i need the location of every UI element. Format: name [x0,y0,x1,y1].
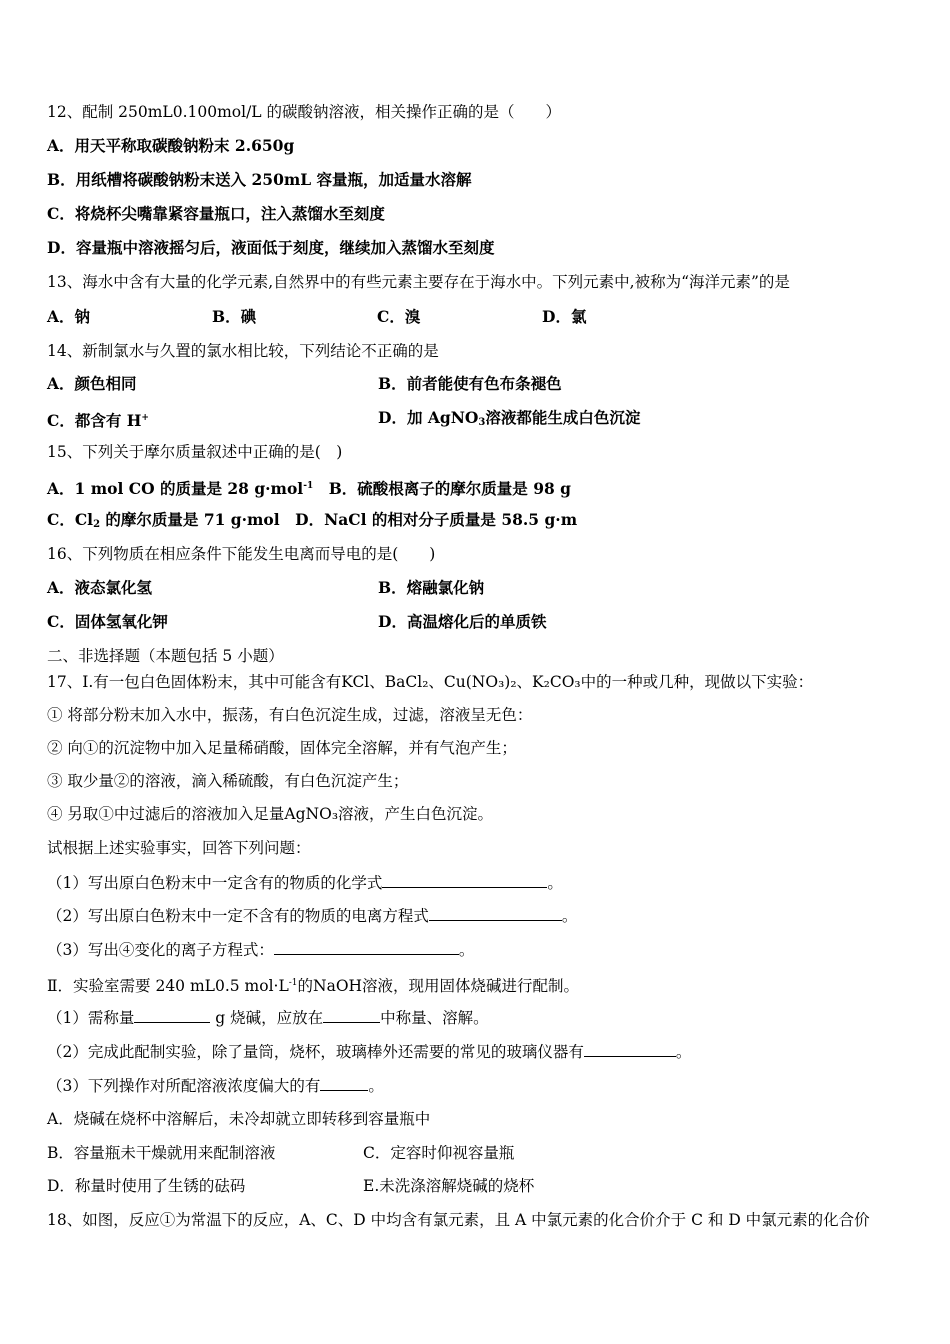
q17-prompt: 试根据上述实验事实，回答下列问题： [47,839,311,857]
answer-blank[interactable] [429,904,562,921]
q15-row-cd: C．$Cl_2$ 的摩尔质量是 71 g·mol D．NaCl 的相对分子质量是 58.5 g·m [47,510,578,530]
q14-row-ab [47,373,910,395]
q12-option-a: A．用天平称取碳酸钠粉末 2.650g [47,136,295,155]
q17-option-d: D．称量时使用了生锈的砝码 [47,1177,246,1195]
q17-part-ii-2: （2）完成此配制实验，除了量筒，烧杯，玻璃棒外还需要的常见的玻璃仪器有 。 [47,1040,910,1063]
q13-option-a: A．钠 [47,307,91,326]
q14-option-a: A．颜色相同 [47,374,137,393]
q17-step-1: ① 将部分粉末加入水中，振荡，有白色沉淀生成，过滤，溶液呈无色： [47,706,533,724]
q12-option-c: C．将烧杯尖嘴靠紧容量瓶口，注入蒸馏水至刻度 [47,204,385,223]
q12-stem: 12、配制 250mL0.100mol/L 的碳酸钠溶液，相关操作正确的是（ ） [47,103,562,121]
q16-option-b: B．熔融氯化钠 [378,578,485,597]
answer-blank[interactable] [134,1006,210,1023]
q17-part-ii-1: （1）需称量 g 烧碱，应放在 中称量、溶解。 [47,1006,910,1029]
q17-part-2: （2）写出原白色粉末中一定不含有的物质的电离方程式 。 [47,904,910,927]
q13-option-c: C．溴 [377,307,421,326]
q17-option-c: C．定容时仰视容量瓶 [363,1144,515,1162]
q14-row-cd [47,407,910,432]
q16-option-a: A．液态氯化氢 [47,578,153,597]
q17-part-ii: Ⅱ．实验室需要 240 mL0.5 $mol\cdot L^{-1}$的NaOH溶液，现用固体烧碱进行配制。 [47,977,580,995]
answer-blank[interactable] [584,1040,676,1057]
q17-row-de [47,1175,910,1197]
q12-option-b: B．用纸槽将碳酸钠粉末送入 250mL 容量瓶，加适量水溶解 [47,170,472,189]
q13-option-d: D．氯 [542,307,587,326]
q14-option-d: D．加 AgNO$_3$溶液都能生成白色沉淀 [378,408,641,428]
q16-option-c: C．固体氢氧化钾 [47,612,168,631]
answer-blank[interactable] [382,871,547,888]
answer-blank[interactable] [274,938,459,955]
q14-option-c: C．都含有 H+ [47,411,149,430]
q17-option-a: A．烧碱在烧杯中溶解后，未冷却就立即转移到容量瓶中 [47,1110,431,1128]
q17-part-ii-3: （3）下列操作对所配溶液浓度偏大的有 。 [47,1074,910,1097]
q17-step-4: ④ 另取①中过滤后的溶液加入足量AgNO₃溶液，产生白色沉淀。 [47,805,494,823]
q13-option-b: B．碘 [212,307,257,326]
q16-option-d: D．高温熔化后的单质铁 [378,612,547,631]
q17-intro: 17、Ⅰ.有一包白色固体粉末，其中可能含有KCl、BaCl₂、Cu(NO₃)₂、K₂CO₃中的一种或几种，现做以下实验： [47,673,814,691]
q12-option-d: D．容量瓶中溶液摇匀后，液面低于刻度，继续加入蒸馏水至刻度 [47,238,495,257]
q16-stem: 16、下列物质在相应条件下能发生电离而导电的是( ) [47,545,436,563]
q17-step-2: ② 向①的沉淀物中加入足量稀硝酸，固体完全溶解，并有气泡产生； [47,739,517,757]
q13-stem: 13、海水中含有大量的化学元素,自然界中的有些元素主要存在于海水中。下列元素中,被称为“海洋元素”的是 [47,273,790,291]
section-heading: 二、非选择题（本题包括 5 小题） [47,647,284,665]
q16-row-cd [47,611,910,633]
q14-stem: 14、新制氯水与久置的氯水相比较，下列结论不正确的是 [47,342,439,360]
q18-stem: 18、如图，反应①为常温下的反应，A、C、D 中均含有氯元素，且 A 中氯元素的化合价介于 C 和 D 中氯元素的化合价 [47,1211,870,1229]
q17-part-3: （3）写出④变化的离子方程式： 。 [47,938,910,961]
q17-option-e: E.未洗涤溶解烧碱的烧杯 [363,1177,535,1195]
answer-blank[interactable] [320,1074,368,1091]
q15-row-ab: A．1 mol CO 的质量是 28 g·mol$^{-1}$ B．硫酸根离子的摩尔质量是 98 g [47,479,572,498]
q17-option-b: B．容量瓶未干燥就用来配制溶液 [47,1144,276,1162]
q17-row-bc [47,1142,910,1164]
q15-stem: 15、下列关于摩尔质量叙述中正确的是( ) [47,443,343,461]
answer-blank[interactable] [323,1006,380,1023]
q16-row-ab [47,577,910,599]
q17-part-1: （1）写出原白色粉末中一定含有的物质的化学式 。 [47,871,910,894]
q17-step-3: ③ 取少量②的溶液，滴入稀硫酸，有白色沉淀产生； [47,772,409,790]
q14-option-b: B．前者能使有色布条褪色 [378,374,562,393]
